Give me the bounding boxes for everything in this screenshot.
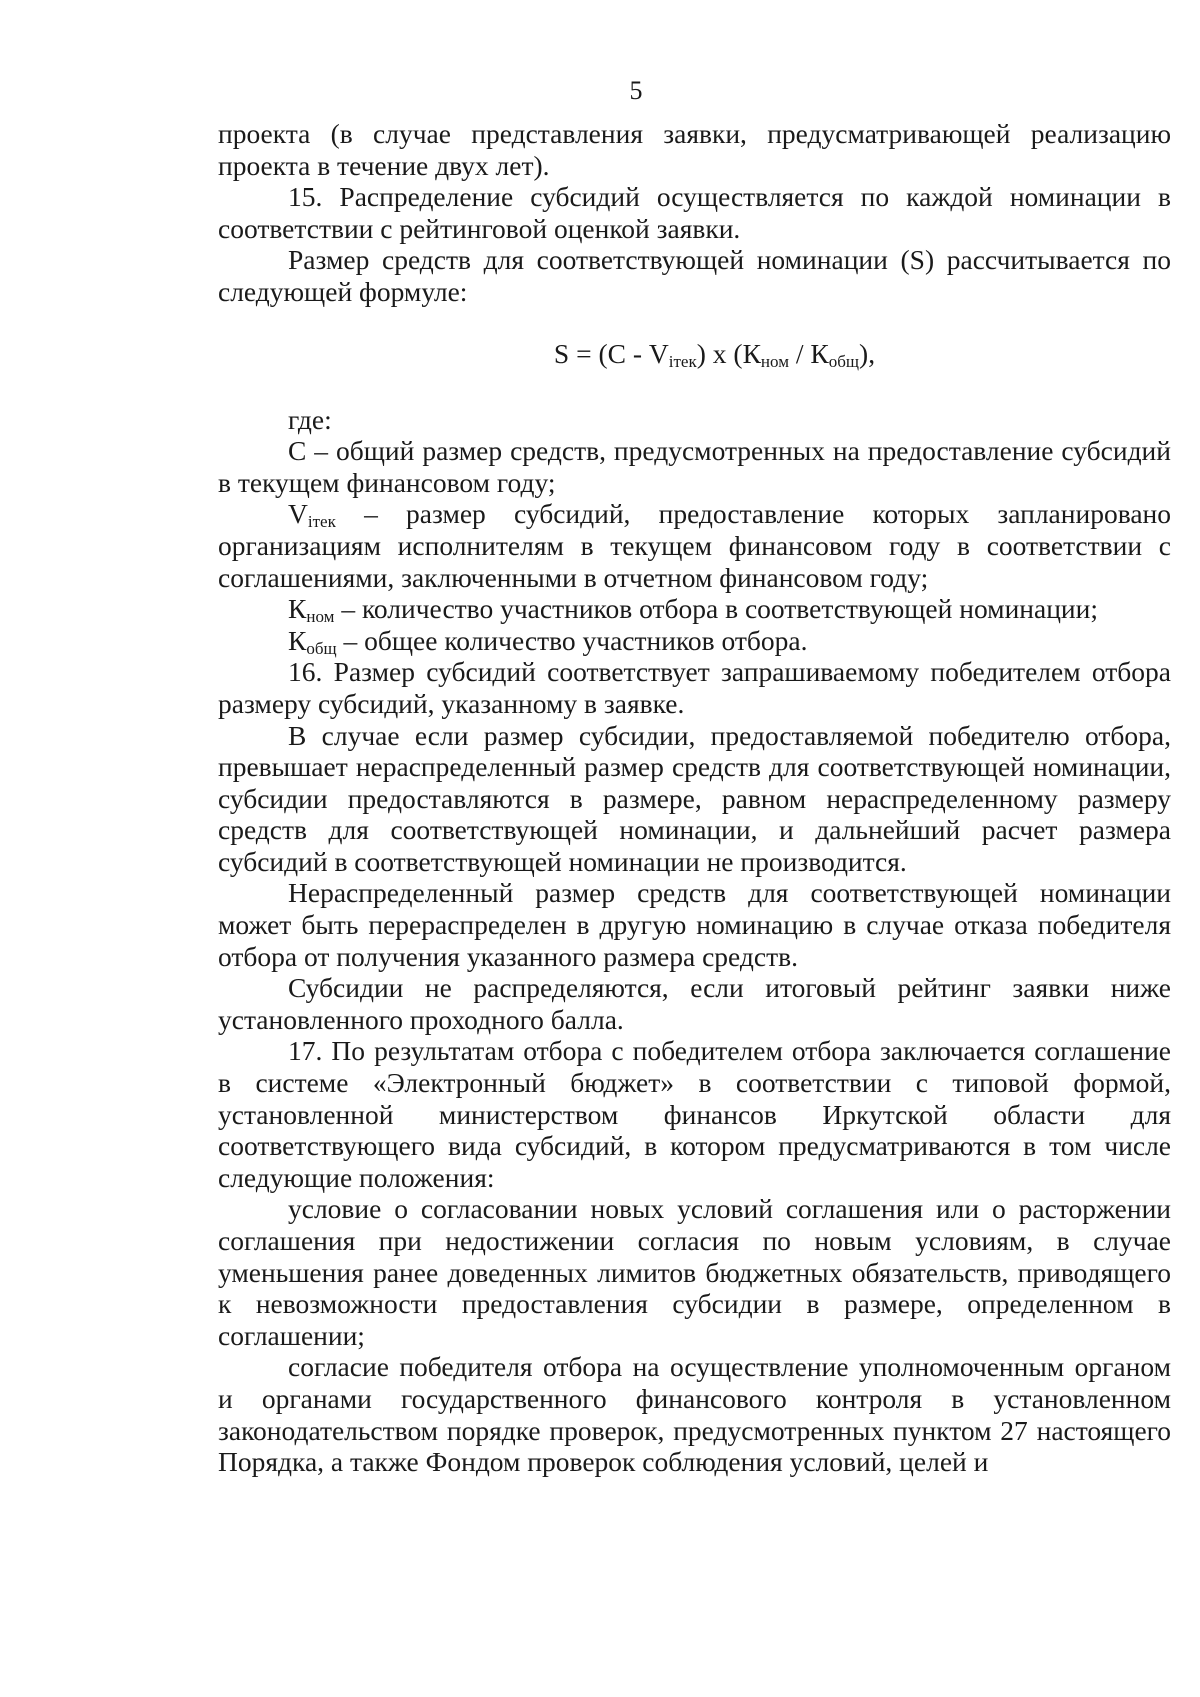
paragraph-17-consent: согласие победителя отбора на осуществление уполномоченным органом и органами государственного финансового контроля в установленном законодательством порядке проверок, предусмотренных пунктом 27 настоящего Порядка, а также Фондом проверок соблюдения условий, целей и <box>218 1351 1171 1478</box>
paragraph-formula-intro: Размер средств для соответствующей номинации (S) рассчитывается по следующей формуле: <box>218 244 1171 307</box>
formula: $S = (С - V_{iтек})$ х $(К_{ном} / К_{общ})$, <box>553 337 876 371</box>
definition-c: С – общий размер средств, предусмотренных на предоставление субсидий в текущем финансовом году; <box>218 435 1171 498</box>
paragraph-16-threshold: Субсидии не распределяются, если итоговый рейтинг заявки ниже установленного проходного балла. <box>218 972 1171 1035</box>
paragraph-17-condition: условие о согласовании новых условий соглашения или о расторжении соглашения при недостижении согласия по новым условиям, в случае уменьшения ранее доведенных лимитов бюджетных обязательств, приводящего к невозможности предоставления субсидии в размере, определенном в соглашении; <box>218 1193 1171 1351</box>
paragraph-15: 15. Распределение субсидий осуществляется по каждой номинации в соответствии с рейтинговой оценкой заявки. <box>218 181 1171 244</box>
paragraph-16-redistribution: Нераспределенный размер средств для соответствующей номинации может быть перераспределен в другую номинацию в случае отказа победителя отбора от получения указанного размера средств. <box>218 877 1171 972</box>
definition-k-nom: $К_{ном}$ – количество участников отбора в соответствующей номинации; <box>288 593 1099 626</box>
page-number: 5 <box>629 76 643 105</box>
paragraph-continuation: проекта (в случае представления заявки, предусматривающей реализацию проекта в течение двух лет). <box>218 118 1171 181</box>
where-label: где: <box>288 403 332 435</box>
definition-k-obsh: $К_{общ}$ – общее количество участников отбора. <box>288 624 808 658</box>
paragraph-17: 17. По результатам отбора с победителем отбора заключается соглашение в системе «Электронный бюджет» в соответствии с типовой формой, установленной министерством финансов Иркутской области для соответствующего вида субсидий, в котором предусматриваются в том числе следующие положения: <box>218 1035 1171 1193</box>
definition-v: $V_{iтек}$ – размер субсидий, предоставление которых запланировано организациям исполнителям в текущем финансовом году в соответствии с соглашениями, заключенными в отчетном финансовом году; <box>218 498 1171 593</box>
paragraph-16-excess: В случае если размер субсидии, предоставляемой победителю отбора, превышает нераспределенный размер средств для соответствующей номинации, субсидии предоставляются в размере, равном нераспределенному размеру средств для соответствующей номинации, и дальнейший расчет размера субсидий в соответствующей номинации не производится. <box>218 719 1171 877</box>
document-body <box>218 118 1171 1478</box>
paragraph-16: 16. Размер субсидий соответствует запрашиваемому победителем отбора размеру субсидий, указанному в заявке. <box>218 656 1171 719</box>
